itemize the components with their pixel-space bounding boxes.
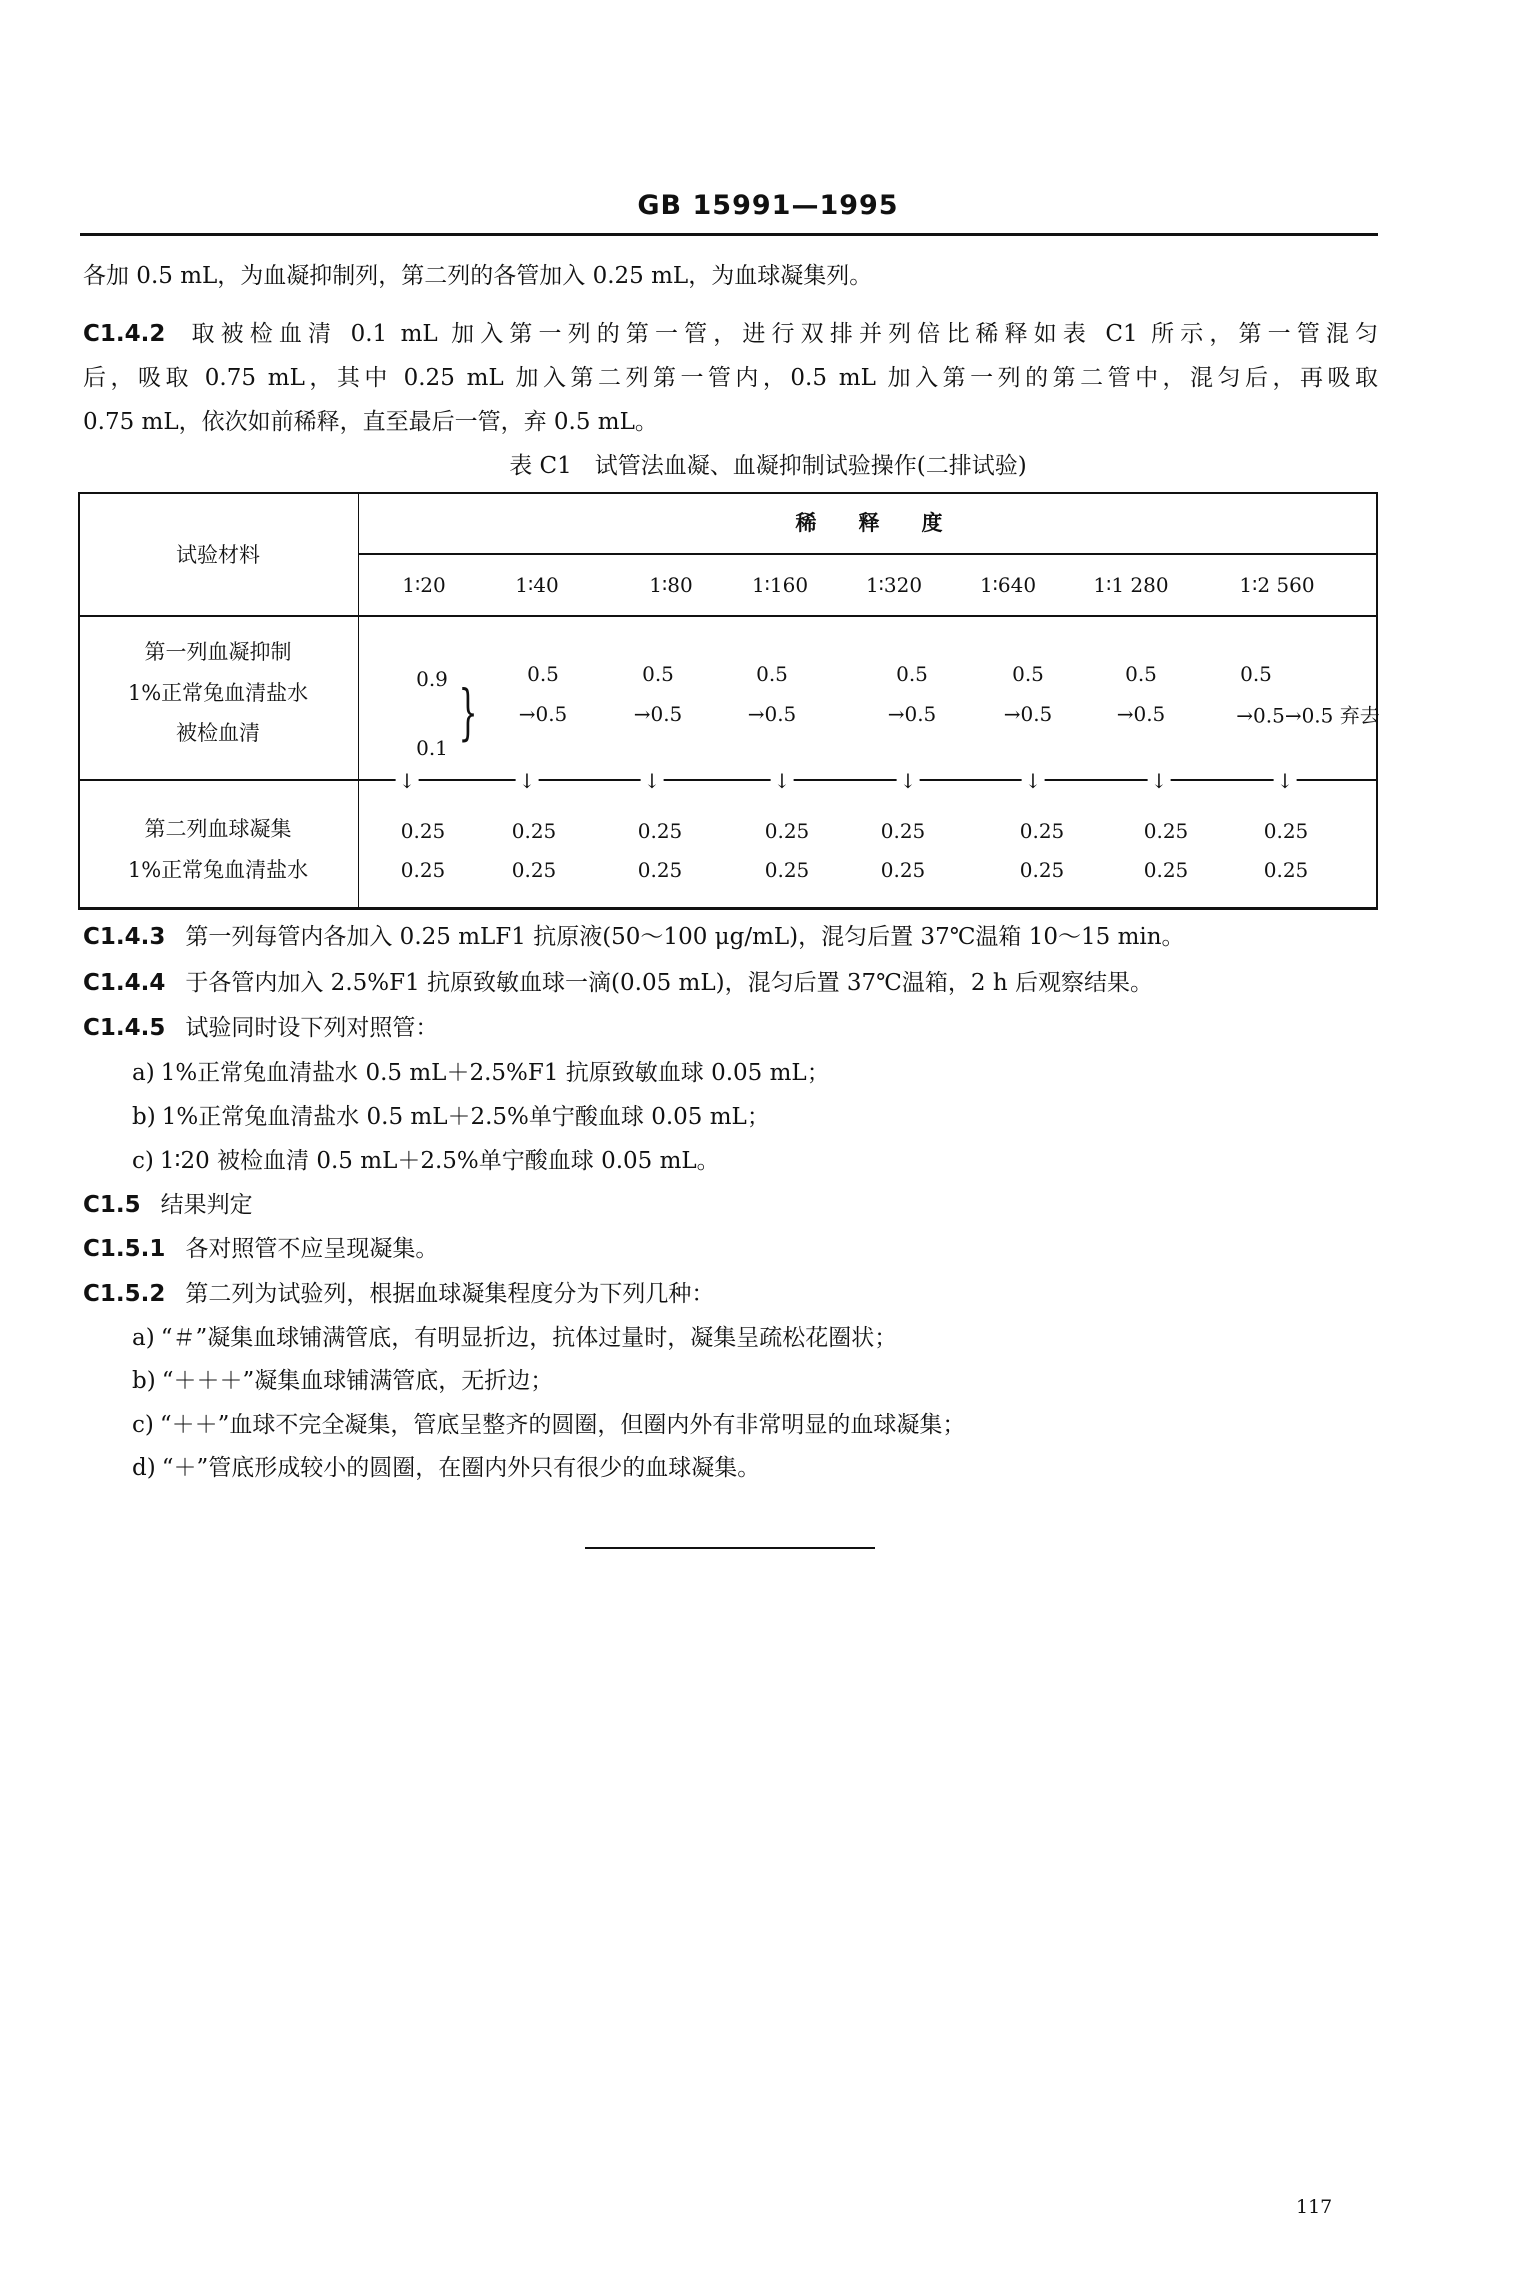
- list-item: [132, 1054, 830, 1087]
- section-text: 取被检血清 0.1 mL 加入第一列的第一管，进行双排并列倍比稀释如表 C1 所示，第一管混匀: [185, 321, 1378, 347]
- transfer-value: →0.5: [747, 702, 797, 726]
- section-text: “＃”凝集血球铺满管底，有明显折边，抗体过量时，凝集呈疏松花圈状；: [160, 1325, 898, 1351]
- table-border-bottom: [78, 907, 1378, 910]
- dilution-label: 1∶20: [402, 573, 446, 597]
- section-paragraph: [83, 1186, 1378, 1219]
- section-text: “＋＋”血球不完全凝集，管底呈整齐的圆圈，但圈内外有非常明显的血球凝集；: [159, 1412, 966, 1438]
- list-item: [132, 1319, 897, 1352]
- section-paragraph: [83, 1275, 1378, 1308]
- row1-label-2: 1%正常兔血清盐水: [127, 681, 309, 705]
- saline-value: 0.5: [896, 662, 928, 686]
- transfer-value: →0.5: [1116, 702, 1166, 726]
- section-text: 第一列每管内各加入 0.25 mLF1 抗原液(50～100 μg/mL)，混匀后置 37℃温箱 10～15 min。: [185, 924, 1185, 950]
- down-arrow-icon: ↓: [1148, 769, 1171, 793]
- first-serum-value: 0.1: [416, 736, 448, 760]
- saline-value: 0.5: [642, 662, 674, 686]
- row-divider: [78, 615, 1378, 617]
- section-text: 于各管内加入 2.5%F1 抗原致敏血球一滴(0.05 mL)，混匀后置 37℃温箱，2 h 后观察结果。: [185, 970, 1153, 996]
- section-paragraph: [83, 964, 1378, 997]
- transfer-value: →0.5→0.5 弃去: [1236, 703, 1380, 728]
- table-border-top: [78, 492, 1378, 494]
- table-caption: 表 C1 试管法血凝、血凝抑制试验操作(二排试验): [509, 453, 1027, 479]
- dilution-label: 1∶1 280: [1093, 573, 1169, 597]
- intro-line: 各加 0.5 mL，为血凝抑制列，第二列的各管加入 0.25 mL，为血球凝集列。: [83, 263, 873, 289]
- dilution-label: 1∶2 560: [1239, 573, 1315, 597]
- header-divider: [358, 553, 1378, 555]
- item-marker: c): [132, 1412, 154, 1438]
- transfer-value: →0.5: [1003, 702, 1053, 726]
- item-marker: d): [132, 1455, 156, 1481]
- list-item: [132, 1406, 965, 1439]
- item-marker: a): [132, 1325, 155, 1351]
- transfer-value: →0.5: [518, 702, 568, 726]
- section-text: 各对照管不应呈现凝集。: [185, 1236, 439, 1262]
- row2-value: 0.25: [1143, 858, 1189, 882]
- header-rule: [80, 233, 1378, 236]
- section-text: 1%正常兔血清盐水 0.5 mL＋2.5%单宁酸血球 0.05 mL；: [161, 1104, 770, 1130]
- dilution-label: 1∶160: [751, 573, 809, 597]
- row-divider-arrows: [78, 779, 1378, 781]
- section-paragraph: [83, 918, 1378, 951]
- row2-value: 0.25: [764, 819, 810, 843]
- down-arrow-icon: ↓: [897, 769, 920, 793]
- dilution-label: 1∶320: [865, 573, 923, 597]
- saline-value: 0.5: [1125, 662, 1157, 686]
- down-arrow-icon: ↓: [641, 769, 664, 793]
- material-header: 试验材料: [176, 543, 260, 567]
- row2-value: 0.25: [880, 858, 926, 882]
- section-number: C1.5.2: [83, 1281, 166, 1307]
- section-text: 1∶20 被检血清 0.5 mL＋2.5%单宁酸血球 0.05 mL。: [159, 1148, 720, 1174]
- c142-line-1: [83, 315, 1378, 348]
- section-number: C1.4.3: [83, 924, 166, 950]
- section-text: 1%正常兔血清盐水 0.5 mL＋2.5%F1 抗原致敏血球 0.05 mL；: [160, 1060, 830, 1086]
- page-number: 117: [1296, 2196, 1333, 2218]
- first-saline-value: 0.9: [416, 667, 448, 691]
- saline-value: 0.5: [527, 662, 559, 686]
- row2-value: 0.25: [637, 858, 683, 882]
- row2-value: 0.25: [511, 819, 557, 843]
- section-text: 试验同时设下列对照管：: [185, 1015, 439, 1041]
- c142-line-2: 后，吸取 0.75 mL，其中 0.25 mL 加入第二列第一管内，0.5 mL 加入第一列的第二管中，混匀后，再吸取: [83, 365, 1378, 391]
- section-text: 第二列为试验列，根据血球凝集程度分为下列几种：: [185, 1281, 715, 1307]
- down-arrow-icon: ↓: [516, 769, 539, 793]
- row2-value: 0.25: [400, 819, 446, 843]
- row1-label-1: 第一列血凝抑制: [144, 640, 292, 664]
- dilution-label: 1∶640: [979, 573, 1037, 597]
- end-rule: [585, 1547, 875, 1549]
- row2-value: 0.25: [1019, 858, 1065, 882]
- section-number: C1.4.5: [83, 1015, 166, 1041]
- item-marker: b): [132, 1104, 156, 1130]
- section-number: C1.5.1: [83, 1236, 166, 1262]
- list-item: [132, 1142, 720, 1175]
- c142-line-3: 0.75 mL，依次如前稀释，直至最后一管，弃 0.5 mL。: [83, 409, 658, 435]
- item-marker: c): [132, 1148, 154, 1174]
- section-number: C1.4.4: [83, 970, 166, 996]
- item-marker: a): [132, 1060, 155, 1086]
- table-border-left: [78, 492, 80, 910]
- row2-value: 0.25: [637, 819, 683, 843]
- down-arrow-icon: ↓: [771, 769, 794, 793]
- dilution-label: 1∶40: [515, 573, 559, 597]
- down-arrow-icon: ↓: [1022, 769, 1045, 793]
- row2-value: 0.25: [1263, 819, 1309, 843]
- row2-value: 0.25: [764, 858, 810, 882]
- section-text: “＋”管底形成较小的圆圈，在圈内外只有很少的血球凝集。: [161, 1455, 761, 1481]
- down-arrow-icon: ↓: [396, 769, 419, 793]
- row1-label-3: 被检血清: [176, 721, 260, 745]
- down-arrow-icon: ↓: [1274, 769, 1297, 793]
- section-text: “＋＋＋”凝集血球铺满管底，无折边；: [161, 1368, 554, 1394]
- section-paragraph: [83, 1009, 1378, 1042]
- brace-icon: }: [458, 677, 478, 748]
- standard-number-header: GB 15991—1995: [637, 190, 899, 221]
- transfer-value: →0.5: [633, 702, 683, 726]
- saline-value: 0.5: [1012, 662, 1044, 686]
- row2-label-2: 1%正常兔血清盐水: [127, 858, 309, 882]
- transfer-value: →0.5: [887, 702, 937, 726]
- section-number: C1.5: [83, 1192, 141, 1218]
- list-item: [132, 1098, 770, 1131]
- row2-value: 0.25: [400, 858, 446, 882]
- section-text: 结果判定: [160, 1192, 253, 1218]
- row2-value: 0.25: [1263, 858, 1309, 882]
- list-item: [132, 1362, 553, 1395]
- row2-label-1: 第二列血球凝集: [144, 817, 292, 841]
- saline-value: 0.5: [1240, 662, 1272, 686]
- section-number: C1.4.2: [83, 321, 166, 347]
- list-item: [132, 1449, 760, 1482]
- row2-value: 0.25: [1019, 819, 1065, 843]
- dilution-label: 1∶80: [649, 573, 693, 597]
- dilution-header: 稀 释 度: [795, 510, 943, 535]
- row2-value: 0.25: [880, 819, 926, 843]
- row2-value: 0.25: [511, 858, 557, 882]
- item-marker: b): [132, 1368, 156, 1394]
- row2-value: 0.25: [1143, 819, 1189, 843]
- saline-value: 0.5: [756, 662, 788, 686]
- section-paragraph: [83, 1230, 1378, 1263]
